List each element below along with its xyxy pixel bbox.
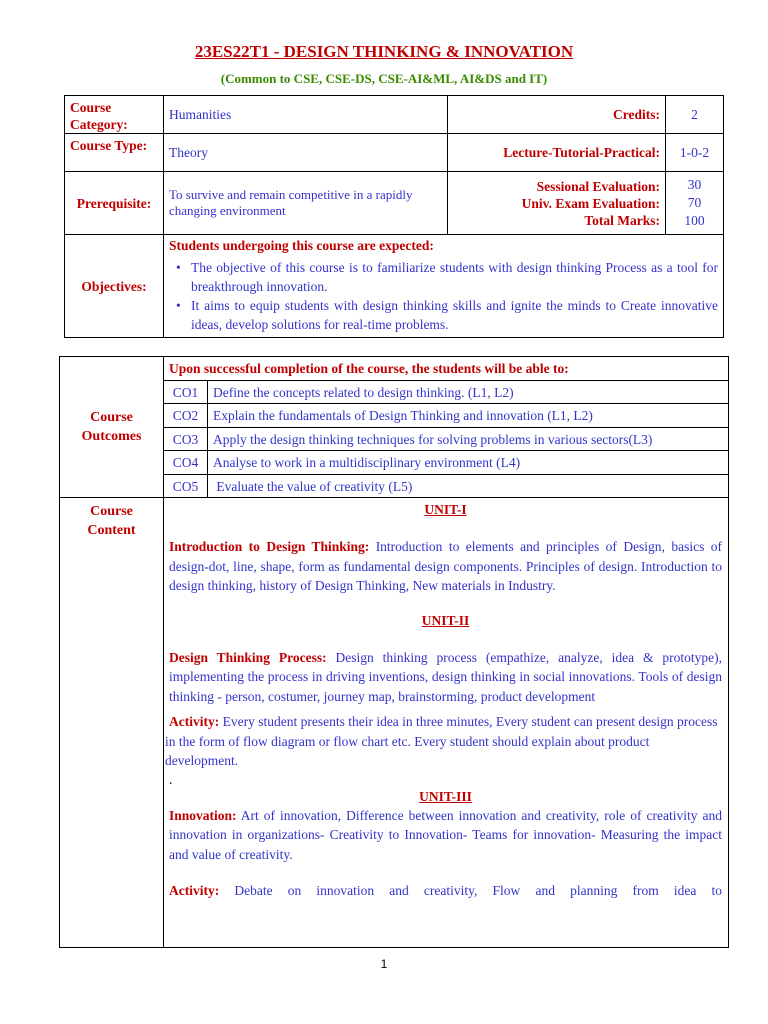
unit-3-title: UNIT-III	[419, 788, 472, 804]
co-code: CO1	[164, 381, 208, 404]
co-text: Evaluate the value of creativity (L5)	[208, 475, 729, 498]
content-label-2: Content	[87, 523, 136, 538]
unit-3-activity-text: Debate on innovation and creativity, Flow and planning from idea to	[219, 883, 722, 898]
unit-2-title: UNIT-II	[421, 612, 470, 628]
unit-3-activity-lead: Activity:	[169, 883, 220, 898]
page-number: 1	[380, 957, 388, 971]
outcomes-label-1: Course	[90, 410, 133, 425]
unit-1-text: Introduction to elements and principles of Design, basics of design-dot, line, shape, form as fundamental design components. Principles of design. Introduction to design thinking, history of Design Thinking, New materials in Industry.	[169, 539, 722, 593]
course-outcomes-content-table	[59, 356, 729, 948]
sessional-label: Sessional Evaluation:	[536, 178, 660, 194]
page-title: 23ES22T1 - DESIGN THINKING & INNOVATION	[194, 42, 574, 61]
co-code: CO4	[164, 451, 208, 475]
objectives-heading: Students undergoing this course are expected:	[169, 238, 434, 253]
unit-2-activity-lead: Activity:	[169, 714, 220, 729]
univ-label: Univ. Exam Evaluation:	[521, 195, 660, 211]
row-objectives	[65, 235, 724, 338]
unit-3-activity	[169, 881, 722, 900]
outcomes-label-2: Outcomes	[81, 429, 142, 444]
unit-1-paragraph	[169, 537, 722, 596]
co-text: Explain the fundamentals of Design Thinking and innovation (L1, L2)	[208, 404, 729, 428]
row-category	[65, 96, 724, 134]
objective-item: • The objective of this course is to familiarize students with design thinking Process as a tool for breakthrough innovation.	[191, 258, 718, 296]
type-label: Course Type:	[65, 134, 164, 172]
sessional-value: 30	[687, 177, 702, 192]
unit-2-activity	[165, 712, 722, 771]
univ-value: 70	[687, 195, 702, 210]
co-code: CO2	[164, 404, 208, 428]
co-code: CO5	[164, 475, 208, 498]
unit-2-dot: .	[169, 771, 173, 787]
course-info-table	[64, 95, 724, 338]
prereq-label: Prerequisite:	[65, 172, 164, 235]
page-subtitle: (Common to CSE, CSE-DS, CSE-AI&ML, AI&DS and IT)	[220, 71, 548, 86]
unit-2-activity-text: Every student presents their idea in three minutes, Every student can present design process in the form of flow diagram or flow chart etc. Every student should explain about product development.	[165, 714, 718, 768]
co-text: Define the concepts related to design thinking. (L1, L2)	[208, 381, 729, 404]
category-label: Course Category:	[65, 96, 164, 134]
objectives-list	[169, 258, 718, 334]
unit-1-title: UNIT-I	[424, 502, 467, 517]
total-value: 100	[684, 213, 705, 228]
co-text: Apply the design thinking techniques for solving problems in various sectors(L3)	[208, 428, 729, 451]
outcomes-heading-row	[60, 357, 729, 381]
ltp-value: 1-0-2	[666, 134, 724, 172]
content-row	[60, 498, 729, 948]
outcomes-heading: Upon successful completion of the course, the students will be able to:	[164, 357, 729, 381]
credits-label: Credits:	[448, 96, 666, 134]
content-label-1: Course	[90, 504, 133, 519]
prereq-value: To survive and remain competitive in a rapidly changing environment	[164, 172, 448, 235]
unit-3-lead: Innovation:	[169, 807, 237, 823]
co-text: Analyse to work in a multidisciplinary environment (L4)	[208, 451, 729, 475]
unit-3-paragraph	[169, 806, 722, 865]
category-value: Humanities	[164, 96, 448, 134]
objective-item: • It aims to equip students with design thinking skills and ignite the minds to Create innovative ideas, develop solutions for real-time problems.	[191, 296, 718, 334]
unit-1-lead: Introduction to Design Thinking:	[169, 539, 370, 554]
row-type	[65, 134, 724, 172]
type-value: Theory	[164, 134, 448, 172]
total-label: Total Marks:	[584, 212, 660, 228]
objectives-label: Objectives:	[65, 235, 164, 338]
unit-2-text: Design thinking process (empathize, analyze, idea & prototype), implementing the process in driving inventions, design thinking in social innovations. Tools of design thinking - person, costumer, journey map, brainstorming, product development	[169, 649, 723, 704]
ltp-label: Lecture-Tutorial-Practical:	[448, 134, 666, 172]
unit-2-paragraph	[169, 648, 722, 707]
co-code: CO3	[164, 428, 208, 451]
unit-2-lead: Design Thinking Process:	[169, 649, 327, 665]
row-prereq	[65, 172, 724, 235]
credits-value: 2	[666, 96, 724, 134]
unit-3-text: Art of innovation, Difference between innovation and creativity, role of creativity and innovation in organizations- Creativity to Innovation- Teams for innovation- Measuring the impact and value of creativity.	[169, 807, 722, 862]
